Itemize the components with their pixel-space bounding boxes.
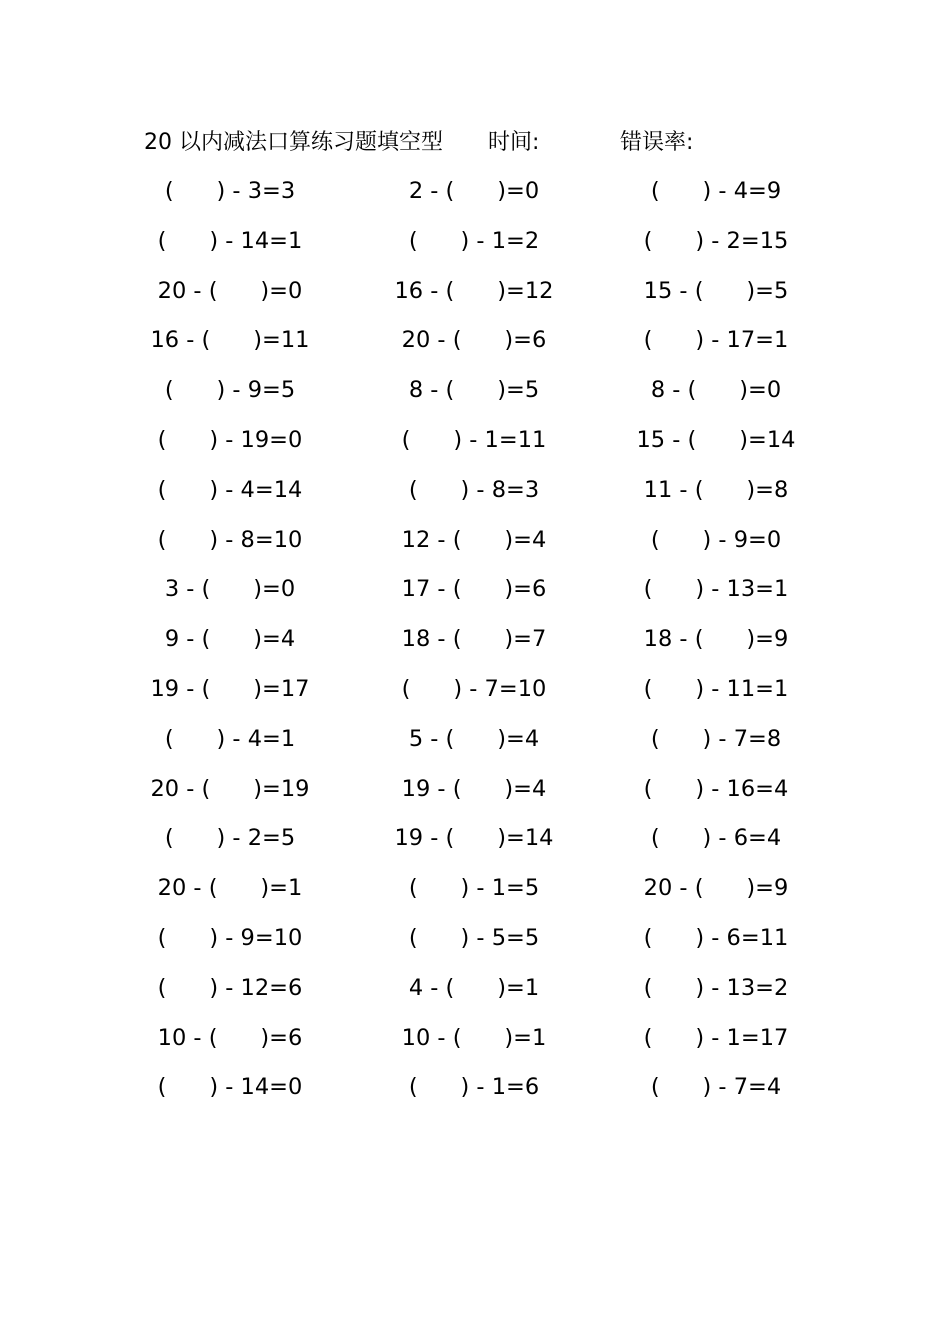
problem-cell: ( ) - 9=5 (164, 377, 296, 404)
worksheet-header (144, 126, 764, 160)
problem-cell: 20 - ( )=6 (401, 327, 547, 354)
problem-row (130, 967, 820, 1017)
problem-cell: 11 - ( )=8 (643, 476, 789, 503)
problem-cell: ( ) - 3=3 (164, 178, 296, 204)
problem-cell: ( ) - 19=0 (157, 426, 303, 453)
problem-cell: ( ) - 14=1 (157, 227, 303, 254)
problem-cell: 20 - ( )=0 (157, 277, 303, 304)
problem-cell: 3 - ( )=0 (164, 576, 296, 603)
problem-cell: ( ) - 1=17 (643, 1024, 789, 1051)
problem-cell: ( ) - 2=15 (643, 227, 789, 254)
problem-row (130, 867, 820, 917)
problem-cell: ( ) - 6=11 (643, 924, 789, 951)
problem-cell: ( ) - 7=8 (650, 725, 782, 752)
problem-cell: ( ) - 9=10 (157, 924, 303, 951)
problem-cell: 20 - ( )=1 (157, 875, 303, 902)
problem-row (130, 817, 820, 867)
problem-cell: ( ) - 1=6 (408, 1074, 540, 1101)
problem-cell: ( ) - 8=3 (408, 476, 540, 503)
worksheet-title: 20 以内减法口算练习题填空型 (144, 130, 443, 155)
problem-cell: 2 - ( )=0 (408, 178, 540, 204)
problem-row (130, 568, 820, 618)
problem-row (130, 1066, 820, 1116)
problem-cell: ( ) - 7=10 (401, 675, 547, 702)
problem-row (130, 618, 820, 668)
problem-cell: ( ) - 16=4 (643, 775, 789, 802)
problem-cell: ( ) - 2=5 (164, 825, 296, 852)
problem-row (130, 1017, 820, 1067)
problem-cell: ( ) - 6=4 (650, 825, 782, 852)
problem-cell: 20 - ( )=9 (643, 875, 789, 902)
problem-cell: 20 - ( )=19 (150, 775, 310, 802)
problem-cell: ( ) - 4=9 (650, 178, 782, 204)
problem-row (130, 369, 820, 419)
problem-row (130, 270, 820, 320)
problem-cell: 8 - ( )=5 (408, 377, 540, 404)
problem-cell: 8 - ( )=0 (650, 377, 782, 404)
problem-cell: ( ) - 8=10 (157, 526, 303, 553)
problem-row (130, 917, 820, 967)
problem-cell: ( ) - 9=0 (650, 526, 782, 553)
problem-row (130, 170, 820, 220)
problem-cell: 5 - ( )=4 (408, 725, 540, 752)
problem-cell: 10 - ( )=1 (401, 1024, 547, 1051)
problem-cell: 19 - ( )=17 (150, 675, 310, 702)
problem-cell: ( ) - 11=1 (643, 675, 789, 702)
problem-cell: ( ) - 17=1 (643, 327, 789, 354)
problem-cell: 15 - ( )=14 (636, 426, 796, 453)
problem-grid (130, 170, 820, 1116)
problem-cell: 18 - ( )=9 (643, 626, 789, 653)
problem-cell: ( ) - 1=2 (408, 227, 540, 254)
problem-cell: ( ) - 7=4 (650, 1074, 782, 1101)
problem-cell: ( ) - 1=5 (408, 875, 540, 902)
problem-cell: ( ) - 12=6 (157, 974, 303, 1001)
problem-row (130, 718, 820, 768)
problem-row (130, 469, 820, 519)
problem-cell: 19 - ( )=14 (394, 825, 554, 852)
problem-row (130, 220, 820, 270)
problem-cell: ( ) - 4=1 (164, 725, 296, 752)
problem-row (130, 319, 820, 369)
problem-cell: ( ) - 14=0 (157, 1074, 303, 1101)
problem-cell: 16 - ( )=11 (150, 327, 310, 354)
problem-cell: 19 - ( )=4 (401, 775, 547, 802)
problem-cell: 17 - ( )=6 (401, 576, 547, 603)
problem-cell: 12 - ( )=4 (401, 526, 547, 553)
problem-row (130, 768, 820, 818)
problem-cell: ( ) - 1=11 (401, 426, 547, 453)
problem-cell: 9 - ( )=4 (164, 626, 296, 653)
problem-row (130, 668, 820, 718)
problem-cell: 16 - ( )=12 (394, 277, 554, 304)
problem-row (130, 519, 820, 569)
problem-cell: 18 - ( )=7 (401, 626, 547, 653)
problem-cell: ( ) - 13=1 (643, 576, 789, 603)
problem-cell: 15 - ( )=5 (643, 277, 789, 304)
time-label: 时间: (488, 130, 540, 155)
problem-row (130, 419, 820, 469)
problem-cell: 10 - ( )=6 (157, 1024, 303, 1051)
problem-cell: ( ) - 4=14 (157, 476, 303, 503)
problem-cell: ( ) - 5=5 (408, 924, 540, 951)
problem-cell: ( ) - 13=2 (643, 974, 789, 1001)
error-rate-label: 错误率: (620, 130, 694, 155)
problem-cell: 4 - ( )=1 (408, 974, 540, 1001)
